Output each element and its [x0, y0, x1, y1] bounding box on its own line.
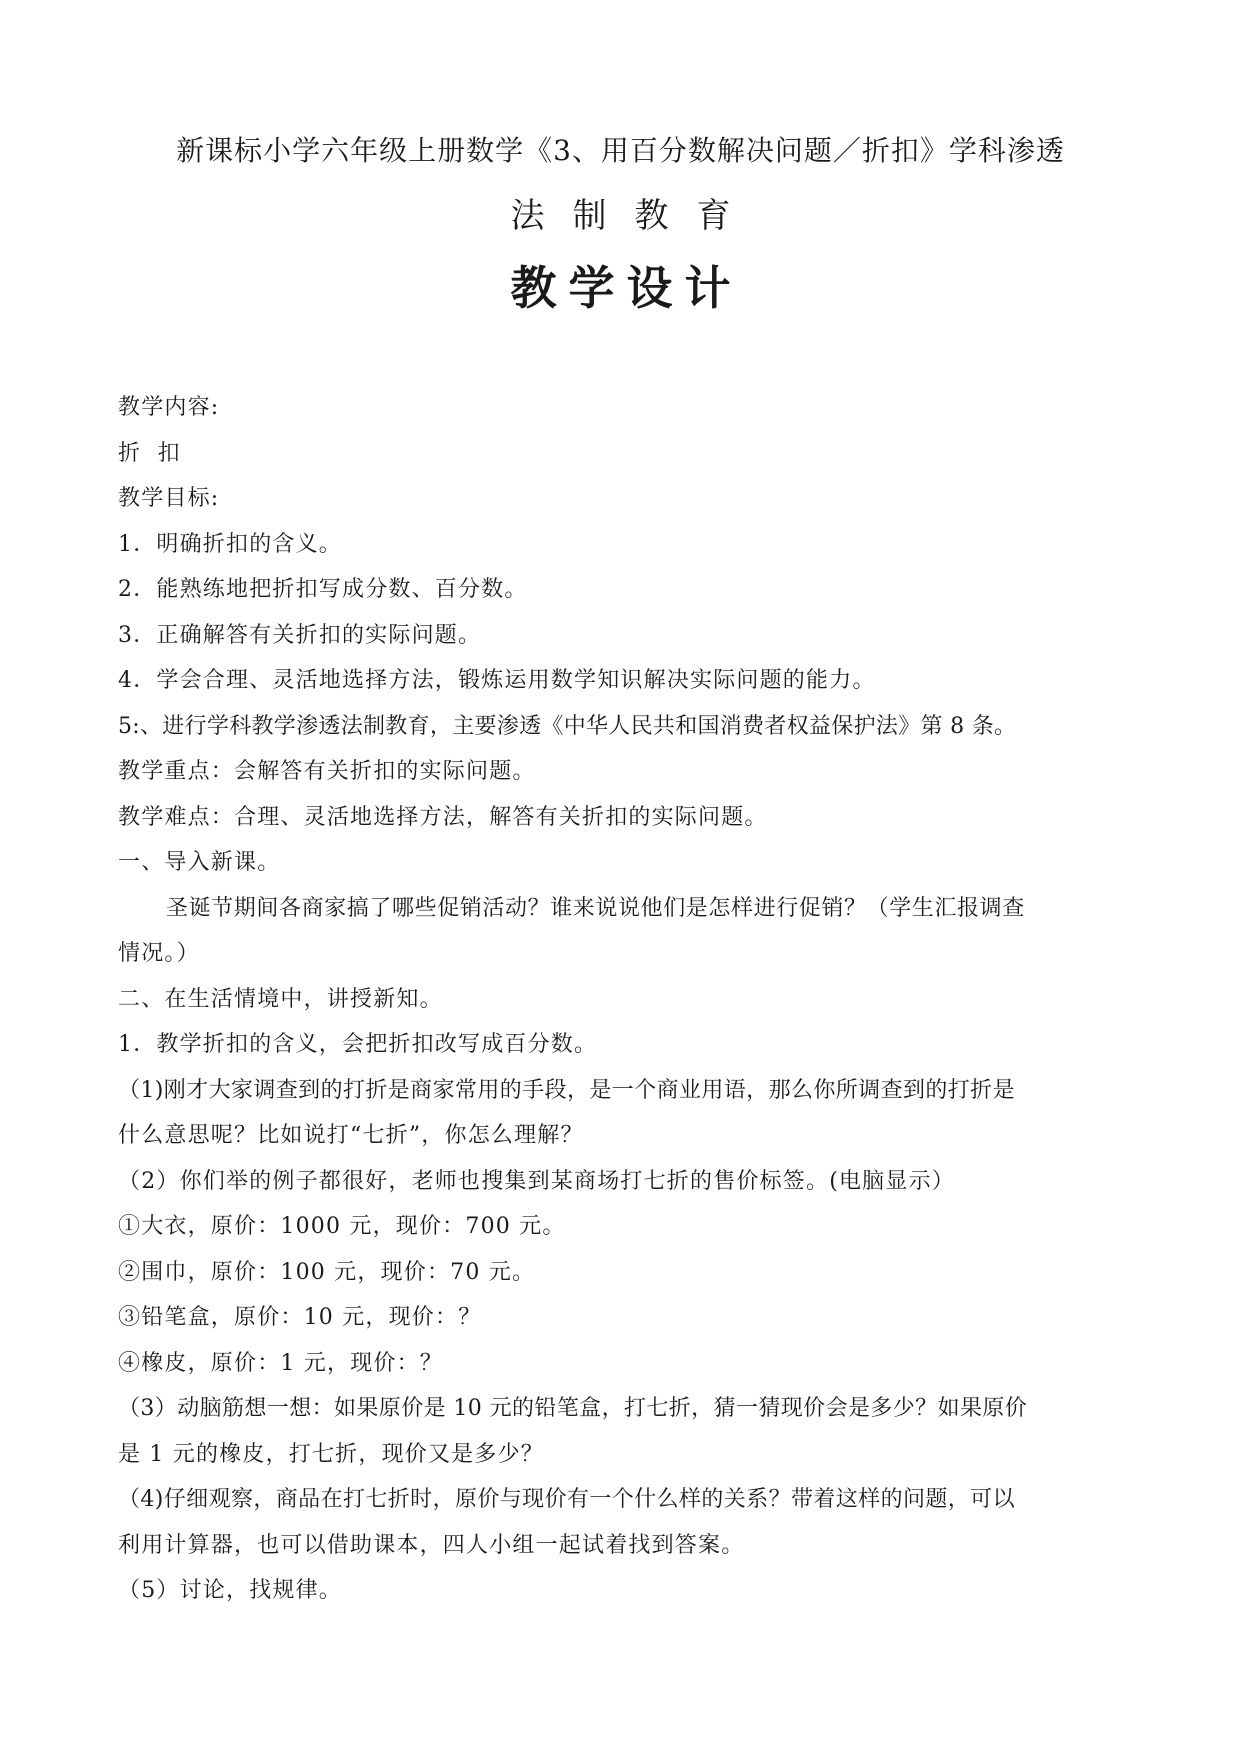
objective-item: 1．明确折扣的含义。	[118, 531, 342, 557]
document-title-line2	[0, 194, 1241, 238]
objective-item: 2．能熟练地把折扣写成分数、百分数。	[118, 577, 528, 602]
list-item: ②围巾，原价：100 元，现价：70 元。	[118, 1259, 536, 1285]
section-label-objectives: 教学目标:	[118, 486, 220, 511]
list-item: ③铅笔盒，原价：10 元，现价：？	[118, 1305, 482, 1330]
title2-char: 法	[510, 196, 545, 236]
difficult-point: 教学难点：合理、灵活地选择方法，解答有关折扣的实际问题。	[118, 804, 768, 830]
section-heading: 一、导入新课。	[118, 850, 281, 875]
content-topic: 折 扣	[118, 440, 181, 466]
title2-char: 育	[696, 196, 731, 236]
title3-char: 教	[510, 261, 557, 315]
paragraph-line: （4)仔细观察，商品在打七折时，原价与现价有一个什么样的关系？带着这样的问题，可以	[118, 1487, 1015, 1512]
objective-item: 3．正确解答有关折扣的实际问题。	[118, 622, 482, 648]
paragraph-line: （3）动脑筋想一想：如果原价是 10 元的铅笔盒，打七折，猜一猜现价会是多少？如果原价	[118, 1396, 1028, 1421]
paragraph-line: 情况。）	[118, 941, 200, 966]
paragraph-line: （2）你们举的例子都很好，老师也搜集到某商场打七折的售价标签。(电脑显示）	[118, 1168, 955, 1194]
document-title-line3	[0, 258, 1241, 318]
title2-char: 制	[572, 196, 607, 236]
list-item: ④橡皮，原价：1 元，现价：？	[118, 1350, 443, 1376]
list-item: ①大衣，原价：1000 元，现价：700 元。	[118, 1214, 566, 1239]
paragraph-line: 圣诞节期间各商家搞了哪些促销活动？谁来说说他们是怎样进行促销？（学生汇报调查	[166, 895, 1025, 921]
section-label-content: 教学内容:	[118, 395, 220, 420]
objective-item: 5:、进行学科教学渗透法制教育，主要渗透《中华人民共和国消费者权益保护法》第 8 条。	[118, 713, 1017, 739]
section-heading: 二、在生活情境中，讲授新知。	[118, 986, 443, 1012]
paragraph-line: （1)刚才大家调查到的打折是商家常用的手段，是一个商业用语，那么你所调查到的打折是	[118, 1077, 1015, 1103]
document-body	[118, 385, 1128, 1614]
title2-char: 教	[634, 196, 669, 236]
paragraph-line: （5）讨论，找规律。	[118, 1578, 342, 1603]
key-point: 教学重点：会解答有关折扣的实际问题。	[118, 759, 536, 784]
title3-char: 学	[568, 261, 615, 315]
paragraph-line: 是 1 元的橡皮，打七折，现价又是多少？	[118, 1441, 544, 1467]
paragraph-line: 什么意思呢？比如说打“七折”，你怎么理解？	[118, 1123, 584, 1148]
sub-heading: 1．教学折扣的含义，会把折扣改写成百分数。	[118, 1032, 598, 1057]
document-title-line1: 新课标小学六年级上册数学《3、用百分数解决问题／折扣》学科渗透	[176, 134, 1065, 167]
objective-item: 4．学会合理、灵活地选择方法，锻炼运用数学知识解决实际问题的能力。	[118, 668, 876, 693]
title3-char: 计	[684, 261, 731, 315]
paragraph-line: 利用计算器，也可以借助课本，四人小组一起试着找到答案。	[118, 1532, 745, 1558]
title3-char: 设	[626, 261, 673, 315]
